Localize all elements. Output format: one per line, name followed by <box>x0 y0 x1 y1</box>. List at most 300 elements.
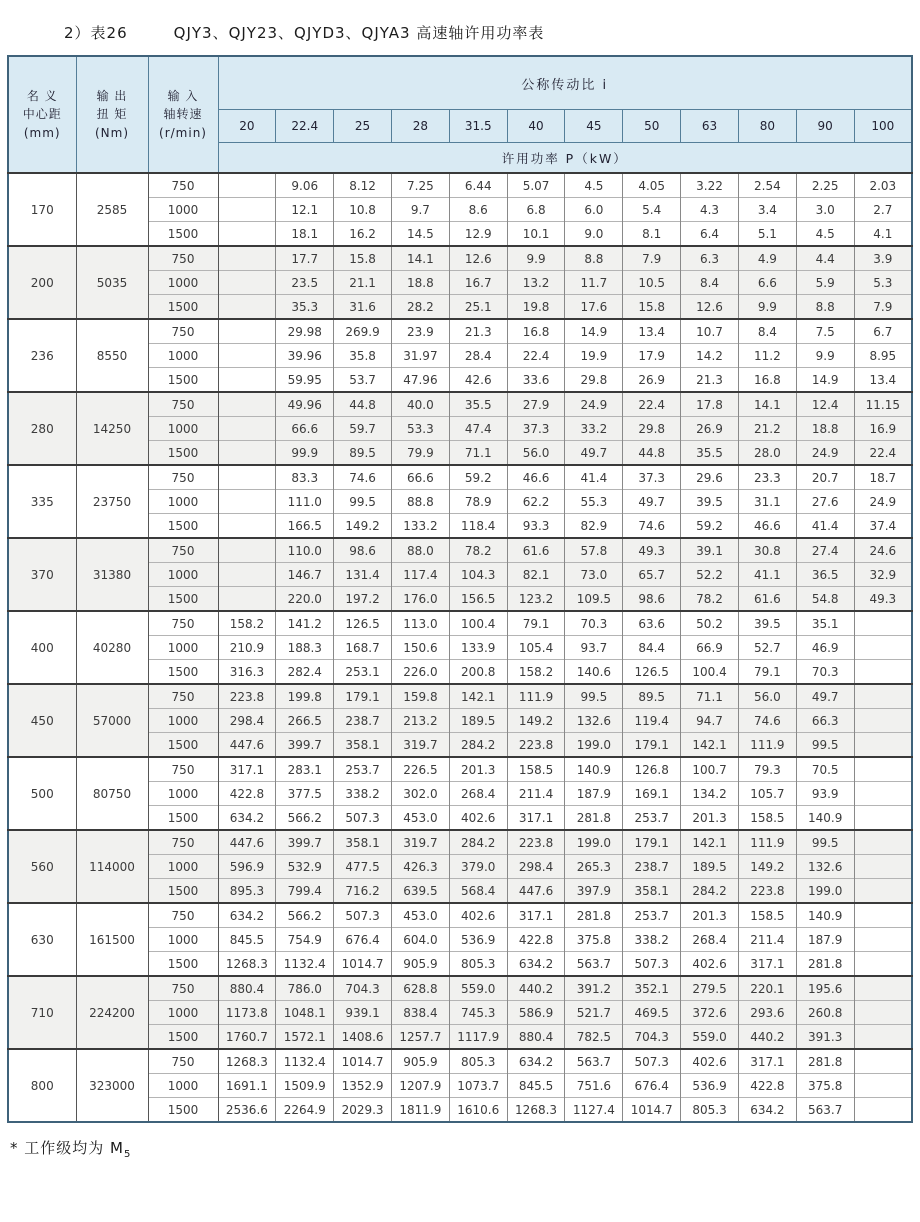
input-speed-cell: 750 <box>148 903 218 928</box>
power-value-cell: 61.6 <box>507 538 565 563</box>
header-speed-unit: (r/min) <box>159 125 207 140</box>
power-value-cell: 402.6 <box>449 903 507 928</box>
power-value-cell: 704.3 <box>334 976 392 1001</box>
ratio-col-25: 25 <box>334 110 392 143</box>
power-value-cell: 40.0 <box>391 392 449 417</box>
power-value-cell: 2264.9 <box>276 1098 334 1123</box>
power-value-cell: 4.4 <box>796 246 854 271</box>
header-output-torque <box>76 56 148 173</box>
power-value-cell: 23.3 <box>738 465 796 490</box>
power-value-cell: 188.3 <box>276 636 334 660</box>
power-value-cell: 49.7 <box>623 490 681 514</box>
power-value-cell <box>854 709 912 733</box>
power-value-cell: 507.3 <box>623 1049 681 1074</box>
power-value-cell: 281.8 <box>796 1049 854 1074</box>
power-value-cell: 1268.3 <box>507 1098 565 1123</box>
power-value-cell: 4.05 <box>623 173 681 198</box>
power-value-cell: 54.8 <box>796 587 854 612</box>
power-value-cell: 57.8 <box>565 538 623 563</box>
power-value-cell: 223.8 <box>507 733 565 758</box>
power-value-cell: 676.4 <box>623 1074 681 1098</box>
power-value-cell: 9.7 <box>391 198 449 222</box>
power-value-cell <box>854 855 912 879</box>
power-value-cell: 14.9 <box>565 319 623 344</box>
power-value-cell: 79.1 <box>738 660 796 685</box>
power-value-cell: 39.1 <box>681 538 739 563</box>
power-value-cell: 179.1 <box>334 684 392 709</box>
power-value-cell: 44.8 <box>334 392 392 417</box>
power-value-cell: 751.6 <box>565 1074 623 1098</box>
power-value-cell: 12.6 <box>681 295 739 320</box>
ratio-col-80: 80 <box>738 110 796 143</box>
power-value-cell: 317.1 <box>507 806 565 831</box>
power-value-cell <box>218 441 276 466</box>
header-allowable-power: 许用功率 P（kW） <box>218 143 912 174</box>
power-value-cell: 99.5 <box>796 733 854 758</box>
power-value-cell: 59.2 <box>681 514 739 539</box>
power-value-cell: 507.3 <box>334 806 392 831</box>
power-value-cell <box>854 1098 912 1123</box>
input-speed-cell: 1000 <box>148 709 218 733</box>
header-center-line1: 名 义 <box>26 88 58 103</box>
power-value-cell: 158.5 <box>507 757 565 782</box>
power-value-cell: 8.12 <box>334 173 392 198</box>
footnote <box>10 1137 920 1160</box>
power-value-cell: 265.3 <box>565 855 623 879</box>
power-value-cell: 35.3 <box>276 295 334 320</box>
power-value-cell <box>854 879 912 904</box>
footnote-subscript: 5 <box>123 1149 132 1160</box>
power-value-cell <box>854 733 912 758</box>
power-value-cell <box>218 587 276 612</box>
power-value-cell: 399.7 <box>276 830 334 855</box>
power-value-cell: 17.6 <box>565 295 623 320</box>
power-value-cell: 27.9 <box>507 392 565 417</box>
power-value-cell: 13.4 <box>854 368 912 393</box>
power-value-cell: 133.2 <box>391 514 449 539</box>
power-value-cell <box>854 928 912 952</box>
input-speed-cell: 1500 <box>148 1098 218 1123</box>
ratio-col-20: 20 <box>218 110 276 143</box>
power-value-cell: 49.7 <box>796 684 854 709</box>
power-value-cell: 9.9 <box>796 344 854 368</box>
power-value-cell: 28.0 <box>738 441 796 466</box>
power-value-cell: 195.6 <box>796 976 854 1001</box>
power-value-cell: 281.8 <box>565 806 623 831</box>
power-value-cell: 676.4 <box>334 928 392 952</box>
power-value-cell: 9.0 <box>565 222 623 247</box>
power-value-cell: 22.4 <box>854 441 912 466</box>
power-value-cell: 52.2 <box>681 563 739 587</box>
power-value-cell: 3.0 <box>796 198 854 222</box>
power-value-cell: 1610.6 <box>449 1098 507 1123</box>
power-value-cell: 29.8 <box>623 417 681 441</box>
power-value-cell: 179.1 <box>623 830 681 855</box>
power-value-cell: 895.3 <box>218 879 276 904</box>
output-torque-cell: 80750 <box>76 757 148 830</box>
power-value-cell: 56.0 <box>738 684 796 709</box>
power-value-cell: 19.9 <box>565 344 623 368</box>
power-value-cell: 41.4 <box>565 465 623 490</box>
power-value-cell: 260.8 <box>796 1001 854 1025</box>
power-value-cell: 4.3 <box>681 198 739 222</box>
power-value-cell: 26.9 <box>623 368 681 393</box>
power-value-cell: 253.7 <box>623 903 681 928</box>
power-value-cell <box>854 782 912 806</box>
power-value-cell: 786.0 <box>276 976 334 1001</box>
power-value-cell: 23.5 <box>276 271 334 295</box>
power-value-cell: 89.5 <box>334 441 392 466</box>
center-distance-cell: 400 <box>8 611 76 684</box>
power-value-cell: 604.0 <box>391 928 449 952</box>
power-value-cell: 24.9 <box>854 490 912 514</box>
power-value-cell: 7.25 <box>391 173 449 198</box>
ratio-col-28: 28 <box>391 110 449 143</box>
power-value-cell: 88.0 <box>391 538 449 563</box>
power-value-cell: 1132.4 <box>276 952 334 977</box>
power-value-cell: 93.3 <box>507 514 565 539</box>
power-value-cell: 187.9 <box>565 782 623 806</box>
power-value-cell: 105.4 <box>507 636 565 660</box>
power-value-cell: 159.8 <box>391 684 449 709</box>
power-value-cell: 52.7 <box>738 636 796 660</box>
data-row <box>8 465 912 490</box>
power-value-cell <box>218 368 276 393</box>
header-center-line2: 中心距 <box>22 107 62 122</box>
power-value-cell: 27.6 <box>796 490 854 514</box>
power-value-cell: 18.7 <box>854 465 912 490</box>
power-value-cell: 29.8 <box>565 368 623 393</box>
power-value-cell <box>218 198 276 222</box>
power-value-cell: 521.7 <box>565 1001 623 1025</box>
power-value-cell: 63.6 <box>623 611 681 636</box>
power-value-cell: 220.1 <box>738 976 796 1001</box>
power-value-cell: 754.9 <box>276 928 334 952</box>
power-value-cell: 391.3 <box>796 1025 854 1050</box>
power-value-cell: 845.5 <box>507 1074 565 1098</box>
power-value-cell: 507.3 <box>334 903 392 928</box>
power-value-cell: 9.9 <box>507 246 565 271</box>
power-value-cell: 2536.6 <box>218 1098 276 1123</box>
input-speed-cell: 750 <box>148 830 218 855</box>
power-value-cell: 49.3 <box>623 538 681 563</box>
power-value-cell: 199.0 <box>565 733 623 758</box>
power-value-cell: 59.95 <box>276 368 334 393</box>
center-distance-cell: 280 <box>8 392 76 465</box>
power-value-cell: 18.8 <box>391 271 449 295</box>
power-value-cell: 302.0 <box>391 782 449 806</box>
power-value-cell: 105.7 <box>738 782 796 806</box>
center-distance-cell: 710 <box>8 976 76 1049</box>
power-value-cell: 4.5 <box>565 173 623 198</box>
power-value-cell: 1509.9 <box>276 1074 334 1098</box>
power-value-cell: 111.0 <box>276 490 334 514</box>
power-value-cell: 32.9 <box>854 563 912 587</box>
power-value-cell: 21.2 <box>738 417 796 441</box>
power-value-cell: 199.8 <box>276 684 334 709</box>
power-value-cell <box>218 490 276 514</box>
power-value-cell: 126.5 <box>623 660 681 685</box>
power-value-cell <box>854 757 912 782</box>
power-value-cell: 223.8 <box>218 684 276 709</box>
power-value-cell: 298.4 <box>218 709 276 733</box>
power-value-cell: 402.6 <box>449 806 507 831</box>
table-header <box>8 56 912 173</box>
power-value-cell: 402.6 <box>681 952 739 977</box>
power-value-cell: 111.9 <box>507 684 565 709</box>
power-value-cell: 47.96 <box>391 368 449 393</box>
input-speed-cell: 1500 <box>148 660 218 685</box>
input-speed-cell: 1500 <box>148 587 218 612</box>
power-value-cell: 11.15 <box>854 392 912 417</box>
power-value-cell: 36.5 <box>796 563 854 587</box>
power-value-cell: 453.0 <box>391 806 449 831</box>
power-value-cell: 880.4 <box>507 1025 565 1050</box>
power-value-cell: 3.22 <box>681 173 739 198</box>
power-value-cell: 35.5 <box>681 441 739 466</box>
power-value-cell: 317.1 <box>218 757 276 782</box>
power-value-cell: 70.3 <box>796 660 854 685</box>
output-torque-cell: 31380 <box>76 538 148 611</box>
power-value-cell: 634.2 <box>738 1098 796 1123</box>
power-value-cell <box>218 417 276 441</box>
power-value-cell <box>854 903 912 928</box>
power-value-cell: 226.0 <box>391 660 449 685</box>
power-value-cell: 55.3 <box>565 490 623 514</box>
power-value-cell: 805.3 <box>681 1098 739 1123</box>
power-value-cell: 70.3 <box>565 611 623 636</box>
power-value-cell: 49.3 <box>854 587 912 612</box>
power-value-cell: 226.5 <box>391 757 449 782</box>
power-value-cell <box>854 806 912 831</box>
power-value-cell: 66.6 <box>391 465 449 490</box>
power-value-cell <box>854 636 912 660</box>
power-value-cell: 634.2 <box>507 952 565 977</box>
power-value-cell: 905.9 <box>391 952 449 977</box>
power-value-cell: 200.8 <box>449 660 507 685</box>
power-value-cell: 284.2 <box>449 733 507 758</box>
power-value-cell: 37.3 <box>623 465 681 490</box>
power-value-cell: 2.03 <box>854 173 912 198</box>
power-value-cell: 169.1 <box>623 782 681 806</box>
ratio-col-50: 50 <box>623 110 681 143</box>
power-value-cell: 18.1 <box>276 222 334 247</box>
output-torque-cell: 114000 <box>76 830 148 903</box>
power-value-cell: 210.9 <box>218 636 276 660</box>
power-value-cell: 189.5 <box>681 855 739 879</box>
input-speed-cell: 1000 <box>148 782 218 806</box>
power-value-cell: 4.9 <box>738 246 796 271</box>
ratio-col-22.4: 22.4 <box>276 110 334 143</box>
power-value-cell: 123.2 <box>507 587 565 612</box>
power-value-cell <box>218 271 276 295</box>
power-value-cell: 223.8 <box>507 830 565 855</box>
power-value-cell: 199.0 <box>565 830 623 855</box>
power-value-cell: 536.9 <box>449 928 507 952</box>
power-value-cell: 282.4 <box>276 660 334 685</box>
ratio-col-40: 40 <box>507 110 565 143</box>
power-value-cell: 44.8 <box>623 441 681 466</box>
power-value-cell: 805.3 <box>449 952 507 977</box>
power-value-cell <box>854 1074 912 1098</box>
data-row <box>8 611 912 636</box>
center-distance-cell: 170 <box>8 173 76 246</box>
input-speed-cell: 750 <box>148 246 218 271</box>
power-value-cell: 3.4 <box>738 198 796 222</box>
power-value-cell: 1117.9 <box>449 1025 507 1050</box>
power-value-cell: 6.3 <box>681 246 739 271</box>
power-value-cell: 62.2 <box>507 490 565 514</box>
power-value-cell: 27.4 <box>796 538 854 563</box>
power-value-cell: 82.1 <box>507 563 565 587</box>
input-speed-cell: 1000 <box>148 417 218 441</box>
power-value-cell: 59.2 <box>449 465 507 490</box>
input-speed-cell: 1500 <box>148 222 218 247</box>
power-value-cell: 422.8 <box>218 782 276 806</box>
power-value-cell: 805.3 <box>449 1049 507 1074</box>
power-value-cell: 939.1 <box>334 1001 392 1025</box>
power-value-cell: 283.1 <box>276 757 334 782</box>
header-torque-line1: 输 出 <box>96 88 128 103</box>
input-speed-cell: 1500 <box>148 368 218 393</box>
page-title <box>64 22 920 43</box>
power-value-cell: 1173.8 <box>218 1001 276 1025</box>
power-value-cell: 33.6 <box>507 368 565 393</box>
power-value-cell: 14.5 <box>391 222 449 247</box>
power-value-cell: 745.3 <box>449 1001 507 1025</box>
power-value-cell: 1073.7 <box>449 1074 507 1098</box>
center-distance-cell: 630 <box>8 903 76 976</box>
power-value-cell: 223.8 <box>738 879 796 904</box>
power-value-cell: 74.6 <box>334 465 392 490</box>
power-value-cell: 59.7 <box>334 417 392 441</box>
power-value-cell: 799.4 <box>276 879 334 904</box>
power-value-cell: 317.1 <box>507 903 565 928</box>
power-value-cell: 14.9 <box>796 368 854 393</box>
power-value-cell: 5.07 <box>507 173 565 198</box>
power-value-cell: 39.5 <box>681 490 739 514</box>
data-row <box>8 319 912 344</box>
power-value-cell: 46.6 <box>738 514 796 539</box>
header-torque-line2: 扭 矩 <box>96 107 128 122</box>
output-torque-cell: 224200 <box>76 976 148 1049</box>
power-value-cell: 25.1 <box>449 295 507 320</box>
output-torque-cell: 5035 <box>76 246 148 319</box>
power-value-cell: 109.5 <box>565 587 623 612</box>
power-value-cell: 16.7 <box>449 271 507 295</box>
data-row <box>8 1049 912 1074</box>
power-value-cell: 269.9 <box>334 319 392 344</box>
header-speed-line2: 轴转速 <box>163 107 203 122</box>
power-value-cell: 89.5 <box>623 684 681 709</box>
output-torque-cell: 323000 <box>76 1049 148 1122</box>
input-speed-cell: 750 <box>148 465 218 490</box>
ratio-col-31.5: 31.5 <box>449 110 507 143</box>
power-value-cell: 440.2 <box>738 1025 796 1050</box>
power-value-cell: 104.3 <box>449 563 507 587</box>
data-row <box>8 684 912 709</box>
power-value-cell: 168.7 <box>334 636 392 660</box>
power-value-cell <box>854 1001 912 1025</box>
input-speed-cell: 750 <box>148 757 218 782</box>
power-value-cell: 111.9 <box>738 733 796 758</box>
power-value-cell: 1014.7 <box>623 1098 681 1123</box>
power-value-cell: 440.2 <box>507 976 565 1001</box>
power-value-cell: 93.7 <box>565 636 623 660</box>
power-value-cell: 220.0 <box>276 587 334 612</box>
input-speed-cell: 1500 <box>148 806 218 831</box>
power-value-cell: 16.8 <box>738 368 796 393</box>
power-value-cell: 56.0 <box>507 441 565 466</box>
power-value-cell <box>854 976 912 1001</box>
power-value-cell: 238.7 <box>334 709 392 733</box>
power-value-cell: 1811.9 <box>391 1098 449 1123</box>
power-value-cell <box>854 830 912 855</box>
power-value-cell: 99.9 <box>276 441 334 466</box>
power-value-cell: 189.5 <box>449 709 507 733</box>
output-torque-cell: 2585 <box>76 173 148 246</box>
power-value-cell: 298.4 <box>507 855 565 879</box>
power-value-cell: 316.3 <box>218 660 276 685</box>
power-value-cell: 111.9 <box>738 830 796 855</box>
power-value-cell: 71.1 <box>681 684 739 709</box>
power-value-cell: 201.3 <box>449 757 507 782</box>
power-value-cell: 21.3 <box>449 319 507 344</box>
power-value-cell: 8.4 <box>681 271 739 295</box>
power-value-cell: 119.4 <box>623 709 681 733</box>
power-value-cell: 131.4 <box>334 563 392 587</box>
power-value-cell: 453.0 <box>391 903 449 928</box>
power-value-cell: 79.1 <box>507 611 565 636</box>
header-center-unit: (mm) <box>23 125 61 140</box>
power-value-cell: 98.6 <box>623 587 681 612</box>
input-speed-cell: 1000 <box>148 1001 218 1025</box>
power-value-cell: 126.8 <box>623 757 681 782</box>
power-value-cell: 132.6 <box>796 855 854 879</box>
power-value-cell: 149.2 <box>507 709 565 733</box>
input-speed-cell: 1500 <box>148 1025 218 1050</box>
power-value-cell <box>218 392 276 417</box>
power-value-cell: 8.4 <box>738 319 796 344</box>
power-value-cell: 268.4 <box>681 928 739 952</box>
power-value-cell: 17.8 <box>681 392 739 417</box>
power-value-cell: 634.2 <box>507 1049 565 1074</box>
input-speed-cell: 750 <box>148 611 218 636</box>
power-value-cell <box>218 222 276 247</box>
power-value-cell: 150.6 <box>391 636 449 660</box>
power-value-cell: 634.2 <box>218 806 276 831</box>
power-value-cell: 319.7 <box>391 830 449 855</box>
power-value-cell: 284.2 <box>449 830 507 855</box>
power-value-cell: 1127.4 <box>565 1098 623 1123</box>
power-value-cell: 1268.3 <box>218 952 276 977</box>
power-value-cell: 338.2 <box>623 928 681 952</box>
power-value-cell: 905.9 <box>391 1049 449 1074</box>
power-value-cell: 53.7 <box>334 368 392 393</box>
power-value-cell: 82.9 <box>565 514 623 539</box>
ratio-col-45: 45 <box>565 110 623 143</box>
header-speed-line1: 输 入 <box>167 88 199 103</box>
power-value-cell: 15.8 <box>334 246 392 271</box>
center-distance-cell: 500 <box>8 757 76 830</box>
power-value-cell: 284.2 <box>681 879 739 904</box>
power-value-cell: 319.7 <box>391 733 449 758</box>
power-value-cell: 2029.3 <box>334 1098 392 1123</box>
power-value-cell: 317.1 <box>738 1049 796 1074</box>
power-value-cell: 4.5 <box>796 222 854 247</box>
power-value-cell: 132.6 <box>565 709 623 733</box>
power-value-cell: 84.4 <box>623 636 681 660</box>
